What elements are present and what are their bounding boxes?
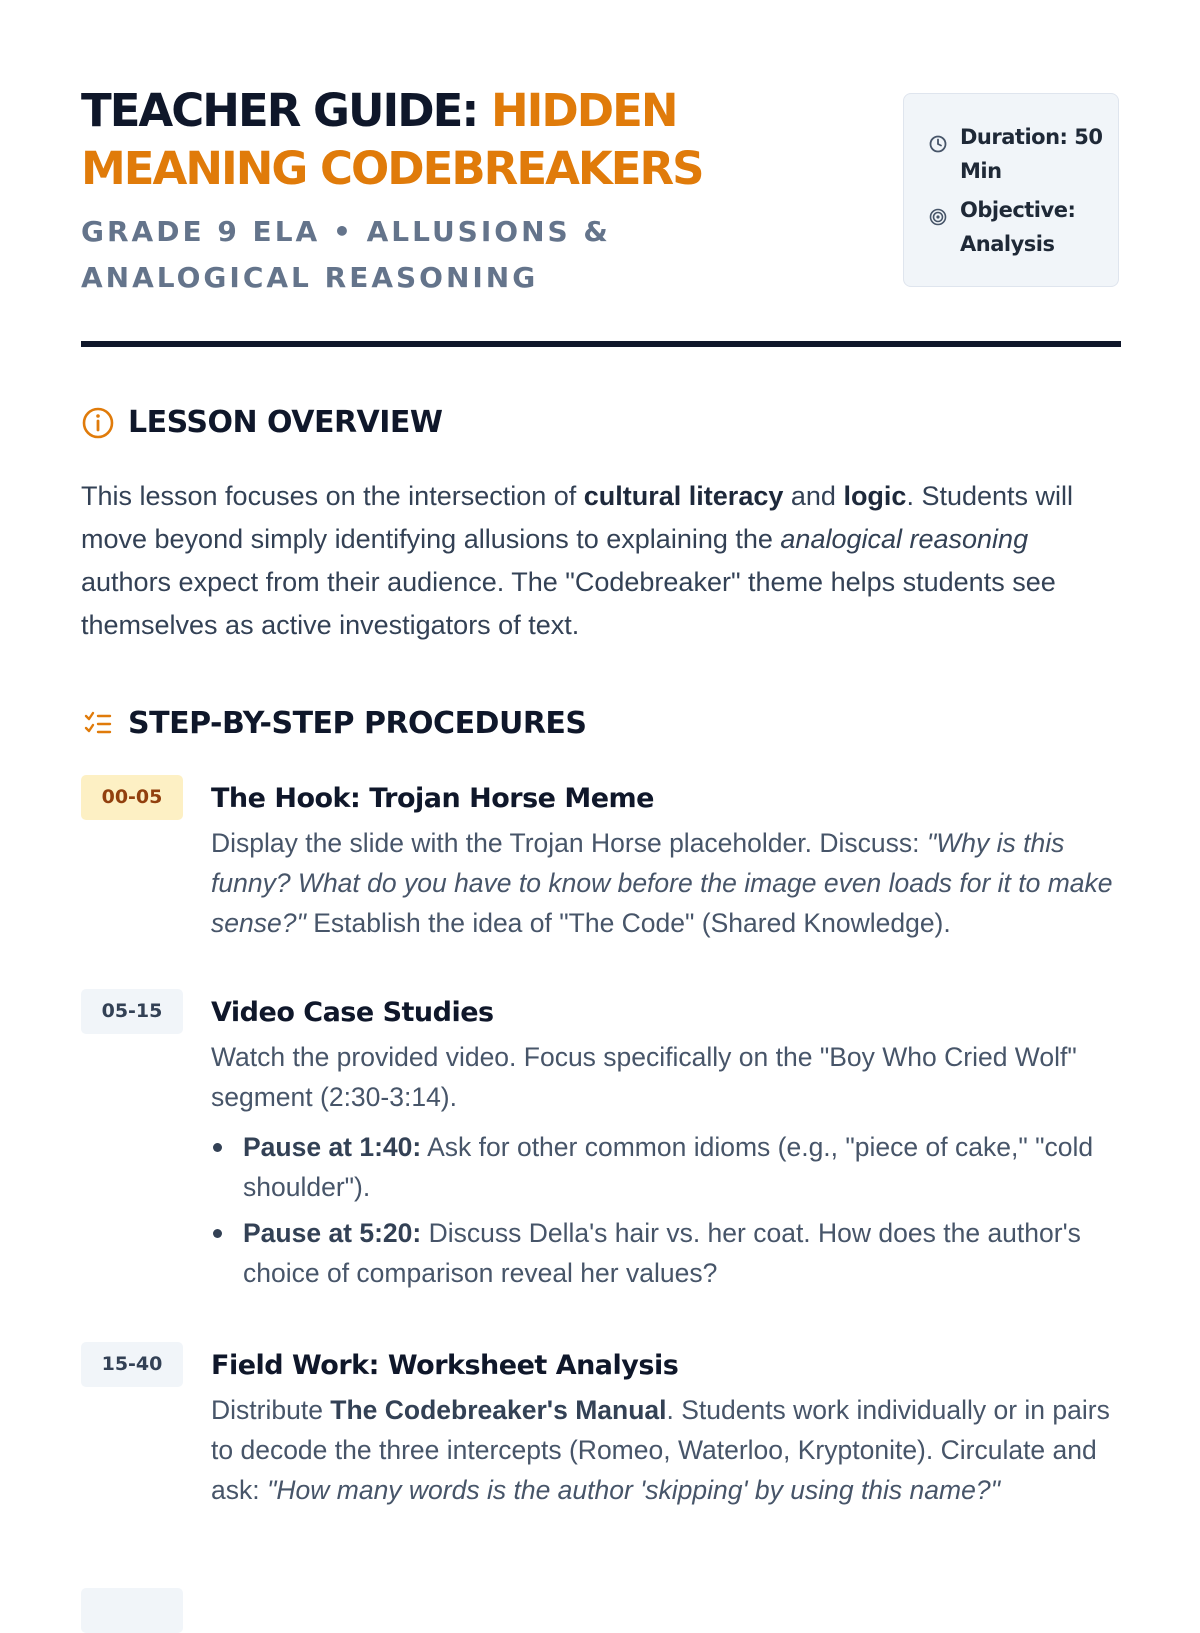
title-accent: HIDDEN MEANING CODEBREAKERS <box>81 84 703 195</box>
bullet-text: Discuss Della's hair vs. her coat. How does the author's choice of comparison reveal her values? <box>243 1218 1081 1288</box>
step-text-part: Distribute <box>211 1395 331 1425</box>
procedures-heading-row <box>81 706 587 741</box>
duration-row <box>928 120 1110 188</box>
step-body <box>211 775 1123 943</box>
overview-text-part: This lesson focuses on the intersection of <box>81 481 584 511</box>
list-item <box>211 1127 1123 1207</box>
step-description <box>211 823 1123 943</box>
step-text-part: Establish the idea of "The Code" (Shared Knowledge). <box>305 908 951 938</box>
objective-row <box>928 193 1110 261</box>
overview-bold-term: logic <box>843 481 907 511</box>
step-quote: "Why is this funny? What do you have to know before the image even loads for it to make sense?" <box>211 828 1113 938</box>
list-item <box>211 1213 1123 1293</box>
bullet-label: Pause at 5:20: <box>243 1218 422 1248</box>
overview-text <box>81 475 1121 647</box>
overview-text-part: and <box>783 481 844 511</box>
step-body <box>211 989 1123 1299</box>
step-text-part: . Students work individually or in pairs to decode the three intercepts (Romeo, Waterloo, Kryptonite). Circulate and ask: <box>211 1395 1110 1505</box>
bullet-text: Ask for other common idioms (e.g., "piece of cake," "cold shoulder"). <box>243 1132 1094 1202</box>
teacher-guide-page <box>81 0 1121 1505</box>
time-badge: 05-15 <box>81 989 183 1034</box>
checklist-icon <box>81 707 115 741</box>
target-icon <box>928 207 948 227</box>
title-prefix: TEACHER GUIDE: <box>81 84 491 137</box>
duration-value: Duration: 50 Min <box>960 125 1103 183</box>
step-body <box>211 1342 1123 1510</box>
overview-text-part: authors expect from their audience. The "Codebreaker" theme helps students see themselves as active investigators of text. <box>81 567 1056 640</box>
guide-header <box>81 0 1121 348</box>
overview-text-part: . Students will move beyond simply identifying allusions to explaining the <box>81 481 1074 554</box>
page-subtitle: GRADE 9 ELA • ALLUSIONS & ANALOGICAL REASONING <box>81 215 611 294</box>
info-icon <box>81 406 115 440</box>
clock-icon <box>928 134 948 154</box>
overview-italic-term: analogical reasoning <box>780 524 1029 554</box>
step-bold-term: The Codebreaker's Manual <box>330 1395 667 1425</box>
step-description <box>211 1390 1123 1510</box>
procedures-heading: STEP-BY-STEP PROCEDURES <box>128 706 587 741</box>
step-title: The Hook: Trojan Horse Meme <box>211 783 654 814</box>
time-badge: 00-05 <box>81 775 183 820</box>
time-badge <box>81 1588 183 1633</box>
step-bullet-list <box>211 1127 1123 1293</box>
step-quote: "How many words is the author 'skipping' by using this name?" <box>266 1475 1000 1505</box>
step-description: Watch the provided video. Focus specifically on the "Boy Who Cried Wolf" segment (2:30-3:14). <box>211 1042 1077 1112</box>
step-title: Video Case Studies <box>211 997 494 1028</box>
page-title <box>81 82 841 198</box>
objective-value: Objective: Analysis <box>960 198 1076 256</box>
bullet-label: Pause at 1:40: <box>243 1132 422 1162</box>
overview-heading: LESSON OVERVIEW <box>128 405 443 440</box>
time-badge: 15-40 <box>81 1342 183 1387</box>
step-text-part: Display the slide with the Trojan Horse placeholder. Discuss: <box>211 828 927 858</box>
overview-bold-term: cultural literacy <box>583 481 784 511</box>
overview-heading-row <box>81 405 443 440</box>
header-divider <box>81 341 1121 347</box>
step-title: Field Work: Worksheet Analysis <box>211 1350 679 1381</box>
lesson-meta-card <box>903 93 1119 287</box>
